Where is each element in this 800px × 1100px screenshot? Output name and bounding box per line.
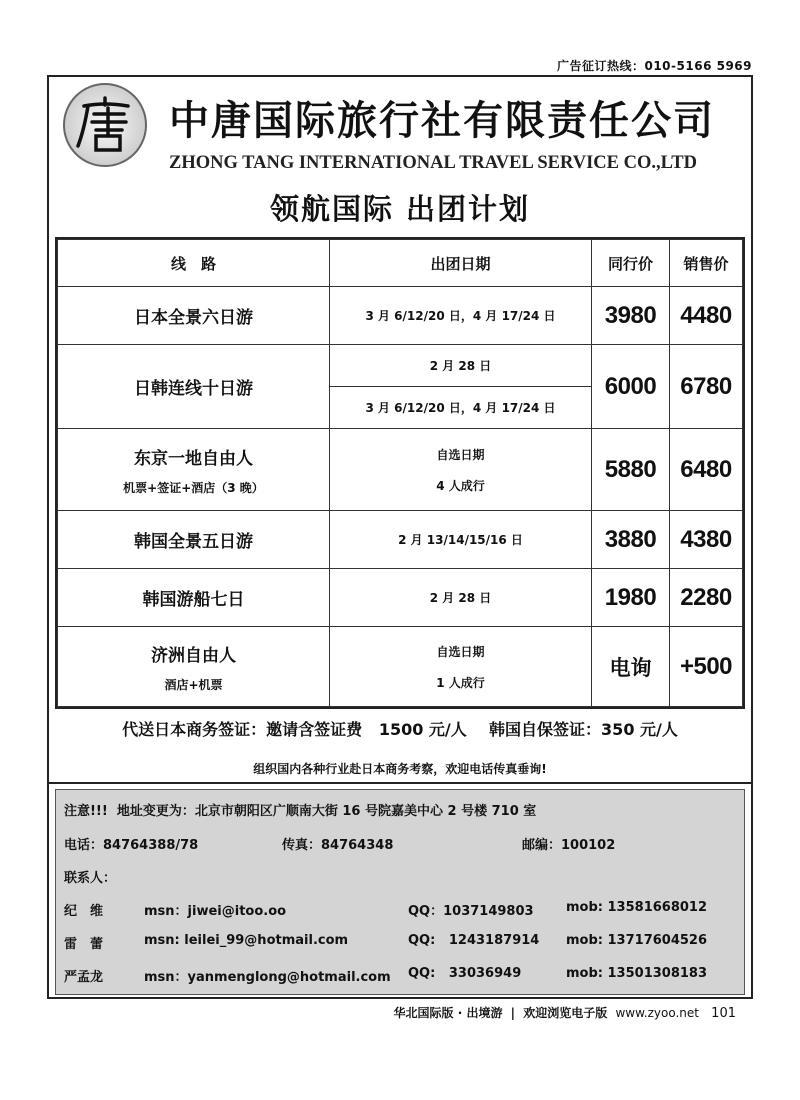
- date-text: 自选日期: [436, 447, 485, 462]
- route-cell: [58, 345, 330, 429]
- date-cell: [330, 429, 592, 511]
- route-cell: [58, 627, 330, 707]
- table-row: [58, 511, 743, 569]
- date-text: 3 月 6/12/20 日，4 月 17/24 日: [365, 309, 556, 323]
- route-name: 日韩连线十日游: [134, 379, 253, 399]
- route-name: 韩国游船七日: [142, 590, 245, 610]
- peer-price: 3880: [592, 511, 670, 569]
- header-peer-price: 同行价: [592, 240, 670, 287]
- peer-price: 3980: [592, 287, 670, 345]
- sale-price: 4380: [670, 511, 743, 569]
- date-cell: [330, 569, 592, 627]
- footer-section: 华北国际版 · 出境游: [393, 1006, 503, 1020]
- zip-code: 邮编：100102: [522, 838, 616, 853]
- date-cell-split: [330, 345, 592, 429]
- page-footer: [394, 1004, 736, 1021]
- contact-mobile: mob: 13581668012: [566, 900, 708, 915]
- route-name: 济洲自由人: [151, 645, 236, 666]
- page-number: 101: [711, 1006, 736, 1021]
- section-divider: [49, 782, 751, 784]
- contact-qq: QQ：1037149803: [408, 904, 534, 919]
- tang-seal-icon: [70, 90, 140, 160]
- table-header-row: [58, 240, 743, 287]
- header-sale-price: 销售价: [670, 240, 743, 287]
- contact-mobile: mob: 13501308183: [566, 966, 708, 981]
- company-name-cn: 中唐国际旅行社有限责任公司: [169, 97, 715, 144]
- date-text: 2 月 13/14/15/16 日: [398, 533, 523, 547]
- route-name: 韩国全景五日游: [134, 532, 253, 552]
- route-cell: [58, 569, 330, 627]
- contact-name: 纪 维: [64, 904, 104, 919]
- table-row: [58, 627, 743, 707]
- business-tour-notice: 组织国内各种行业赴日本商务考察，欢迎电话传真垂询!: [253, 762, 547, 776]
- footer-welcome: 欢迎浏览电子版: [523, 1006, 608, 1020]
- contact-box: [55, 789, 745, 995]
- date-cell: [330, 287, 592, 345]
- date-cell: [330, 627, 592, 707]
- contact-name: 严孟龙: [64, 970, 104, 985]
- group-size: 1 人成行: [436, 675, 485, 690]
- date-text: 3 月 6/12/20 日，4 月 17/24 日: [330, 386, 591, 428]
- route-subtitle: 机票+签证+酒店（3 晚）: [123, 480, 264, 495]
- contact-qq: QQ: 33036949: [408, 966, 522, 981]
- footer-website: www.zyoo.net: [615, 1006, 699, 1020]
- date-text: 2 月 28 日: [429, 359, 492, 373]
- sale-price: 2280: [670, 569, 743, 627]
- visa-notice: 代送日本商务签证：邀请含签证费 1500 元/人 韩国自保签证：350 元/人: [122, 720, 678, 739]
- group-size: 4 人成行: [436, 478, 485, 493]
- contact-name: 雷 蕾: [64, 937, 104, 952]
- sale-price: 6780: [670, 345, 743, 429]
- ad-hotline: 广告征订热线：010-5166 5969: [556, 59, 752, 73]
- company-name-en: ZHONG TANG INTERNATIONAL TRAVEL SERVICE CO.,LTD: [169, 153, 697, 173]
- sale-price: +500: [670, 627, 743, 707]
- header-route: 线 路: [58, 240, 330, 287]
- contacts-label: 联系人：: [64, 871, 117, 886]
- contact-qq: QQ: 1243187914: [408, 933, 540, 948]
- peer-price: 5880: [592, 429, 670, 511]
- peer-price: 6000: [592, 345, 670, 429]
- table-row: [58, 345, 743, 429]
- sale-price: 6480: [670, 429, 743, 511]
- tour-table: [55, 237, 745, 709]
- date-text: 2 月 28 日: [429, 591, 492, 605]
- fax-number: 传真：84764348: [282, 838, 394, 853]
- contact-mobile: mob: 13717604526: [566, 933, 708, 948]
- contact-msn: msn: leilei_99@hotmail.com: [144, 933, 349, 948]
- table-row: [58, 429, 743, 511]
- route-subtitle: 酒店+机票: [164, 677, 223, 692]
- footer-separator: |: [510, 1006, 516, 1020]
- header-dates: 出团日期: [330, 240, 592, 287]
- contact-msn: msn：yanmenglong@hotmail.com: [144, 970, 391, 985]
- company-logo-seal: [63, 83, 147, 167]
- peer-price: 电询: [592, 627, 670, 707]
- route-name: 东京一地自由人: [134, 448, 253, 469]
- date-cell: [330, 511, 592, 569]
- phone-number: 电话：84764388/78: [64, 838, 199, 853]
- table-row: [58, 287, 743, 345]
- contact-msn: msn：jiwei@itoo.oo: [144, 904, 287, 919]
- ad-frame: [47, 75, 753, 999]
- route-cell: [58, 429, 330, 511]
- table-row: [58, 569, 743, 627]
- route-cell: [58, 511, 330, 569]
- sale-price: 4480: [670, 287, 743, 345]
- date-text: 自选日期: [436, 644, 485, 659]
- peer-price: 1980: [592, 569, 670, 627]
- address-change-notice: 注意!!! 地址变更为：北京市朝阳区广顺南大街 16 号院嘉美中心 2 号楼 710 室: [64, 804, 537, 819]
- plan-title: 领航国际 出团计划: [269, 192, 531, 226]
- route-cell: [58, 287, 330, 345]
- route-name: 日本全景六日游: [134, 308, 253, 328]
